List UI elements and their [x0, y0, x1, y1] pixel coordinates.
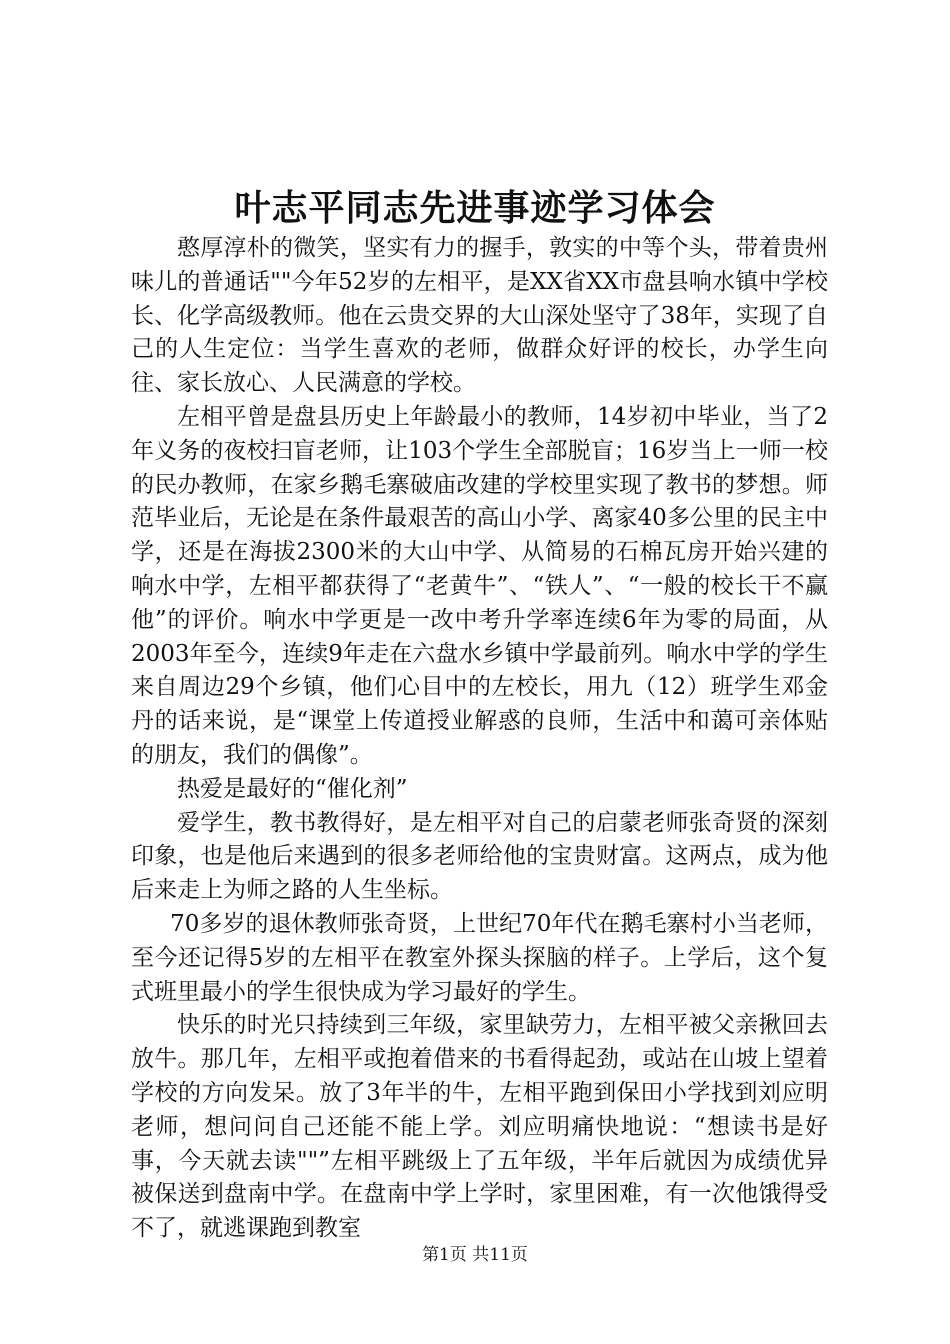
paragraph-5: 快乐的时光只持续到三年级，家里缺劳力，左相平被父亲揪回去放牛。那几年，左相平或抱着借来的书看得起劲，或站在山坡上望着学校的方向发呆。放了3年半的牛，左相平跑到保田小学找到刘应明老师，想问问自己还能不能上学。刘应明痛快地说：“想读书是好事，今天就去读""”左相平跳级上了五年级，半年后就因为成绩优异被保送到盘南中学。在盘南中学上学时，家里困难，有一次他饿得受不了，就逃课跑到教室 — [131, 1012, 828, 1242]
document-body — [131, 232, 828, 1246]
paragraph-1: 憨厚淳朴的微笑，坚实有力的握手，敦实的中等个头，带着贵州味儿的普通话""今年52岁的左相平，是XX省XX市盘县响水镇中学校长、化学高级教师。他在云贵交界的大山深处坚守了38年，实现了自己的人生定位：当学生喜欢的老师，做群众好评的校长，办学生向往、家长放心、人民满意的学校。 — [131, 235, 828, 397]
paragraph-2: 左相平曾是盘县历史上年龄最小的教师，14岁初中毕业，当了2年义务的夜校扫盲老师，让103个学生全部脱盲；16岁当上一师一校的民办教师，在家乡鹅毛寨破庙改建的学校里实现了教书的梦想。师范毕业后，无论是在条件最艰苦的高山小学、离家40多公里的民主中学，还是在海拔2300米的大山中学、从简易的石棉瓦房开始兴建的响水中学，左相平都获得了“老黄牛”、“铁人”、“一般的校长干不赢他”的评价。响水中学更是一改中考升学率连续6年为零的局面，从2003年至今，连续9年走在六盘水乡镇中学最前列。响水中学的学生来自周边29个乡镇，他们心目中的左校长，用九（12）班学生邓金丹的话来说，是“课堂上传道授业解惑的良师，生活中和蔼可亲体贴的朋友，我们的偶像”。 — [131, 403, 828, 768]
paragraph-4: 70多岁的退休教师张奇贤，上世纪70年代在鹅毛寨村小当老师，至今还记得5岁的左相平在教室外探头探脑的样子。上学后，这个复式班里最小的学生很快成为学习最好的学生。 — [131, 910, 828, 1005]
page-number: 第1页 共11页 — [422, 1245, 528, 1265]
section-heading: 热爱是最好的“催化剂” — [177, 775, 408, 802]
paragraph-3: 爱学生，教书教得好，是左相平对自己的启蒙老师张奇贤的深刻印象，也是他后来遇到的很多老师给他的宝贵财富。这两点，成为他后来走上为师之路的人生坐标。 — [131, 809, 828, 904]
document-title: 叶志平同志先进事迹学习体会 — [234, 187, 716, 229]
